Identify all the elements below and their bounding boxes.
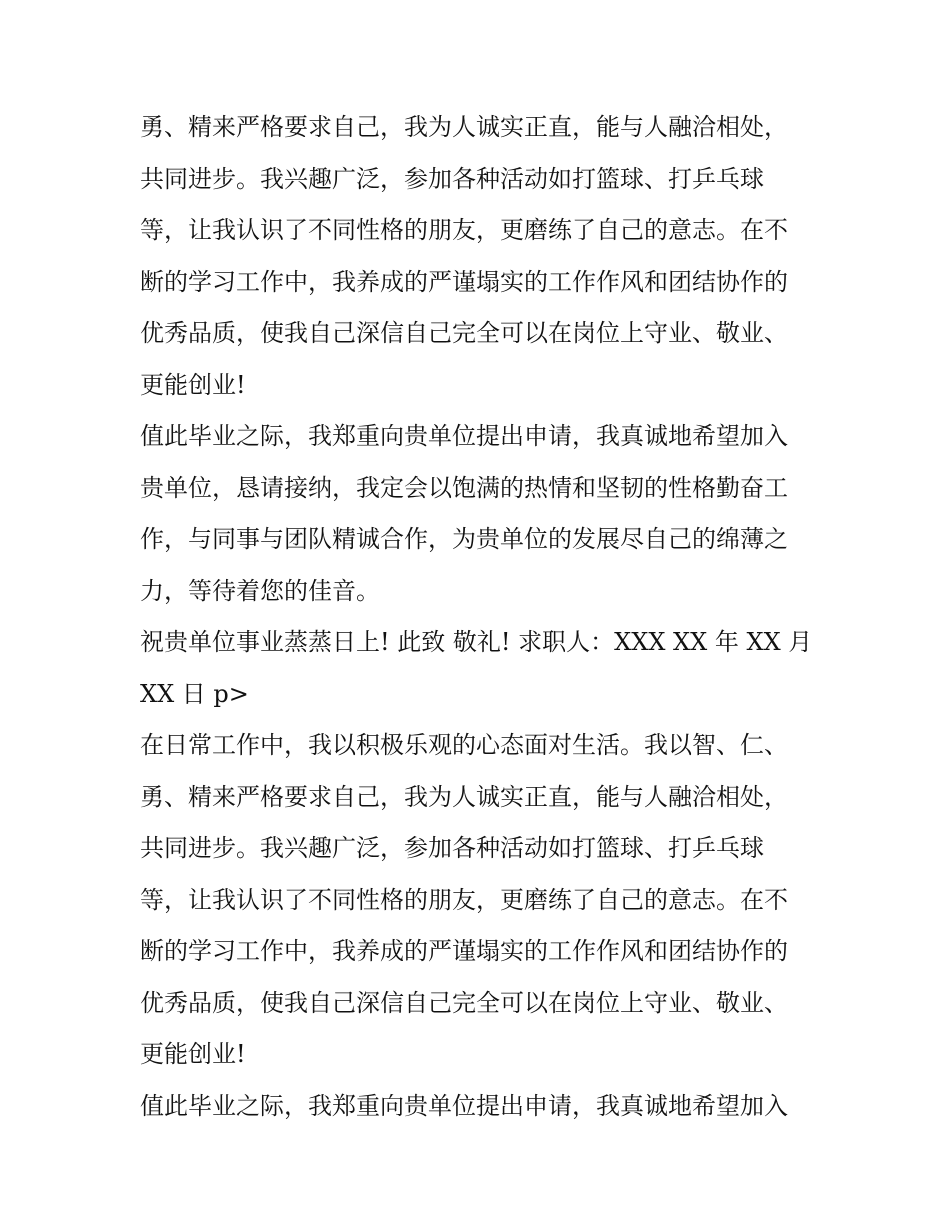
text-line: 共同进步。我兴趣广泛，参加各种活动如打篮球、打乒乓球 [140, 164, 764, 193]
text-line: 值此毕业之际，我郑重向贵单位提出申请，我真诚地希望加入 [140, 422, 788, 450]
text-line: 优秀品质，使我自己深信自己完全可以在岗位上守业、敬业、 [140, 319, 788, 347]
text-line: XX 日 p> [140, 679, 249, 708]
text-line: 勇、精来严格要求自己，我为人诚实正直，能与人融洽相处， [140, 782, 788, 811]
text-line: 作，与同事与团队精诚合作，为贵单位的发展尽自己的绵薄之 [140, 525, 788, 553]
text-line: 优秀品质，使我自己深信自己完全可以在岗位上守业、敬业、 [140, 988, 788, 1017]
text-line: 勇、精来严格要求自己，我为人诚实正直，能与人融洽相处， [140, 113, 788, 141]
text-line: 更能创业! [140, 370, 246, 399]
text-line: 力，等待着您的佳音。 [140, 576, 380, 605]
text-line: 祝贵单位事业蒸蒸日上! 此致 敬礼! 求职人：XXX XX 年 XX 月 [140, 628, 813, 656]
text-line: 更能创业! [140, 1040, 246, 1068]
text-line: 在日常工作中，我以积极乐观的心态面对生活。我以智、仁、 [140, 731, 788, 759]
document-body [140, 102, 830, 1132]
text-line: 等，让我认识了不同性格的朋友，更磨练了自己的意志。在不 [140, 885, 788, 914]
text-line: 共同进步。我兴趣广泛，参加各种活动如打篮球、打乒乓球 [140, 834, 764, 862]
text-line: 等，让我认识了不同性格的朋友，更磨练了自己的意志。在不 [140, 216, 788, 244]
text-line: 断的学习工作中，我养成的严谨塌实的工作作风和团结协作的 [140, 267, 788, 296]
text-line: 断的学习工作中，我养成的严谨塌实的工作作风和团结协作的 [140, 937, 788, 965]
text-line: 贵单位，恳请接纳，我定会以饱满的热情和坚韧的性格勤奋工 [140, 473, 788, 502]
text-line: 值此毕业之际，我郑重向贵单位提出申请，我真诚地希望加入 [140, 1091, 788, 1120]
